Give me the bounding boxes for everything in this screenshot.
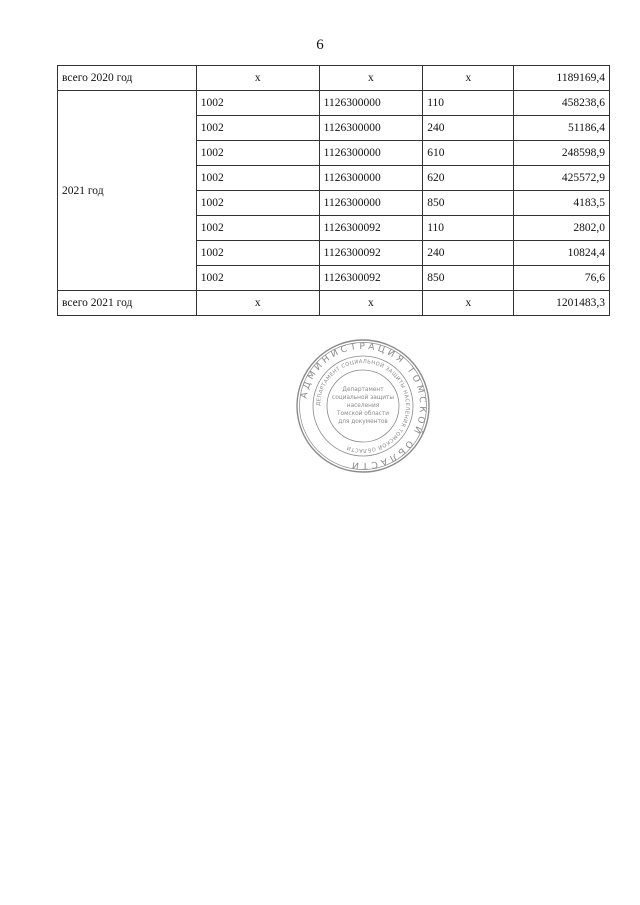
cell-code: x: [196, 291, 319, 316]
cell-type: 240: [423, 241, 514, 266]
cell-target: 1126300092: [319, 241, 423, 266]
cell-code: 1002: [196, 241, 319, 266]
cell-code: 1002: [196, 166, 319, 191]
cell-type: 850: [423, 191, 514, 216]
stamp-ring-text: ДЕПАРТАМЕНТ СОЦИАЛЬНОЙ ЗАЩИТЫ НАСЕЛЕНИЯ ТОМСКОЙ ОБЛАСТИ: [315, 358, 411, 454]
cell-type: x: [423, 66, 514, 91]
cell-code: 1002: [196, 266, 319, 291]
cell-type: 850: [423, 266, 514, 291]
stamp-outer-text: АДМИНИСТРАЦИЯ ТОМСКОЙ ОБЛАСТИ: [299, 341, 428, 471]
cell-amount: 4183,5: [514, 191, 610, 216]
cell-target: 1126300092: [319, 216, 423, 241]
cell-target: 1126300000: [319, 116, 423, 141]
cell-target: x: [319, 291, 423, 316]
table-row-total-2020: [58, 66, 610, 91]
cell-code: 1002: [196, 141, 319, 166]
cell-code: 1002: [196, 91, 319, 116]
cell-amount: 1189169,4: [514, 66, 610, 91]
cell-target: 1126300000: [319, 141, 423, 166]
cell-amount: 248598,9: [514, 141, 610, 166]
cell-type: 240: [423, 116, 514, 141]
cell-amount: 76,6: [514, 266, 610, 291]
stamp-center-line: населения: [346, 403, 380, 409]
cell-type: 110: [423, 216, 514, 241]
table-row-total-2021: [58, 291, 610, 316]
stamp-center-line: Департамент: [342, 387, 384, 393]
cell-amount: 425572,9: [514, 166, 610, 191]
cell-code: 1002: [196, 116, 319, 141]
cell-type: x: [423, 291, 514, 316]
stamp-center-line: социальной защиты: [332, 395, 394, 401]
cell-target: x: [319, 66, 423, 91]
cell-amount: 1201483,3: [514, 291, 610, 316]
budget-table: [57, 65, 610, 316]
cell-amount: 10824,4: [514, 241, 610, 266]
cell-target: 1126300092: [319, 266, 423, 291]
cell-type: 110: [423, 91, 514, 116]
cell-code: 1002: [196, 216, 319, 241]
stamp-center-line: Томской области: [336, 411, 390, 417]
page-number: 6: [316, 37, 324, 53]
row-label: всего 2020 год: [58, 66, 197, 91]
cell-target: 1126300000: [319, 91, 423, 116]
stamp-center-line: для документов: [338, 419, 388, 425]
cell-amount: 458238,6: [514, 91, 610, 116]
cell-target: 1126300000: [319, 191, 423, 216]
official-stamp: [295, 338, 431, 474]
cell-type: 620: [423, 166, 514, 191]
table-row: [58, 91, 610, 116]
cell-amount: 51186,4: [514, 116, 610, 141]
cell-amount: 2802,0: [514, 216, 610, 241]
cell-code: 1002: [196, 191, 319, 216]
cell-type: 610: [423, 141, 514, 166]
row-label: всего 2021 год: [58, 291, 197, 316]
year-label: 2021 год: [58, 91, 197, 291]
cell-code: x: [196, 66, 319, 91]
cell-target: 1126300000: [319, 166, 423, 191]
